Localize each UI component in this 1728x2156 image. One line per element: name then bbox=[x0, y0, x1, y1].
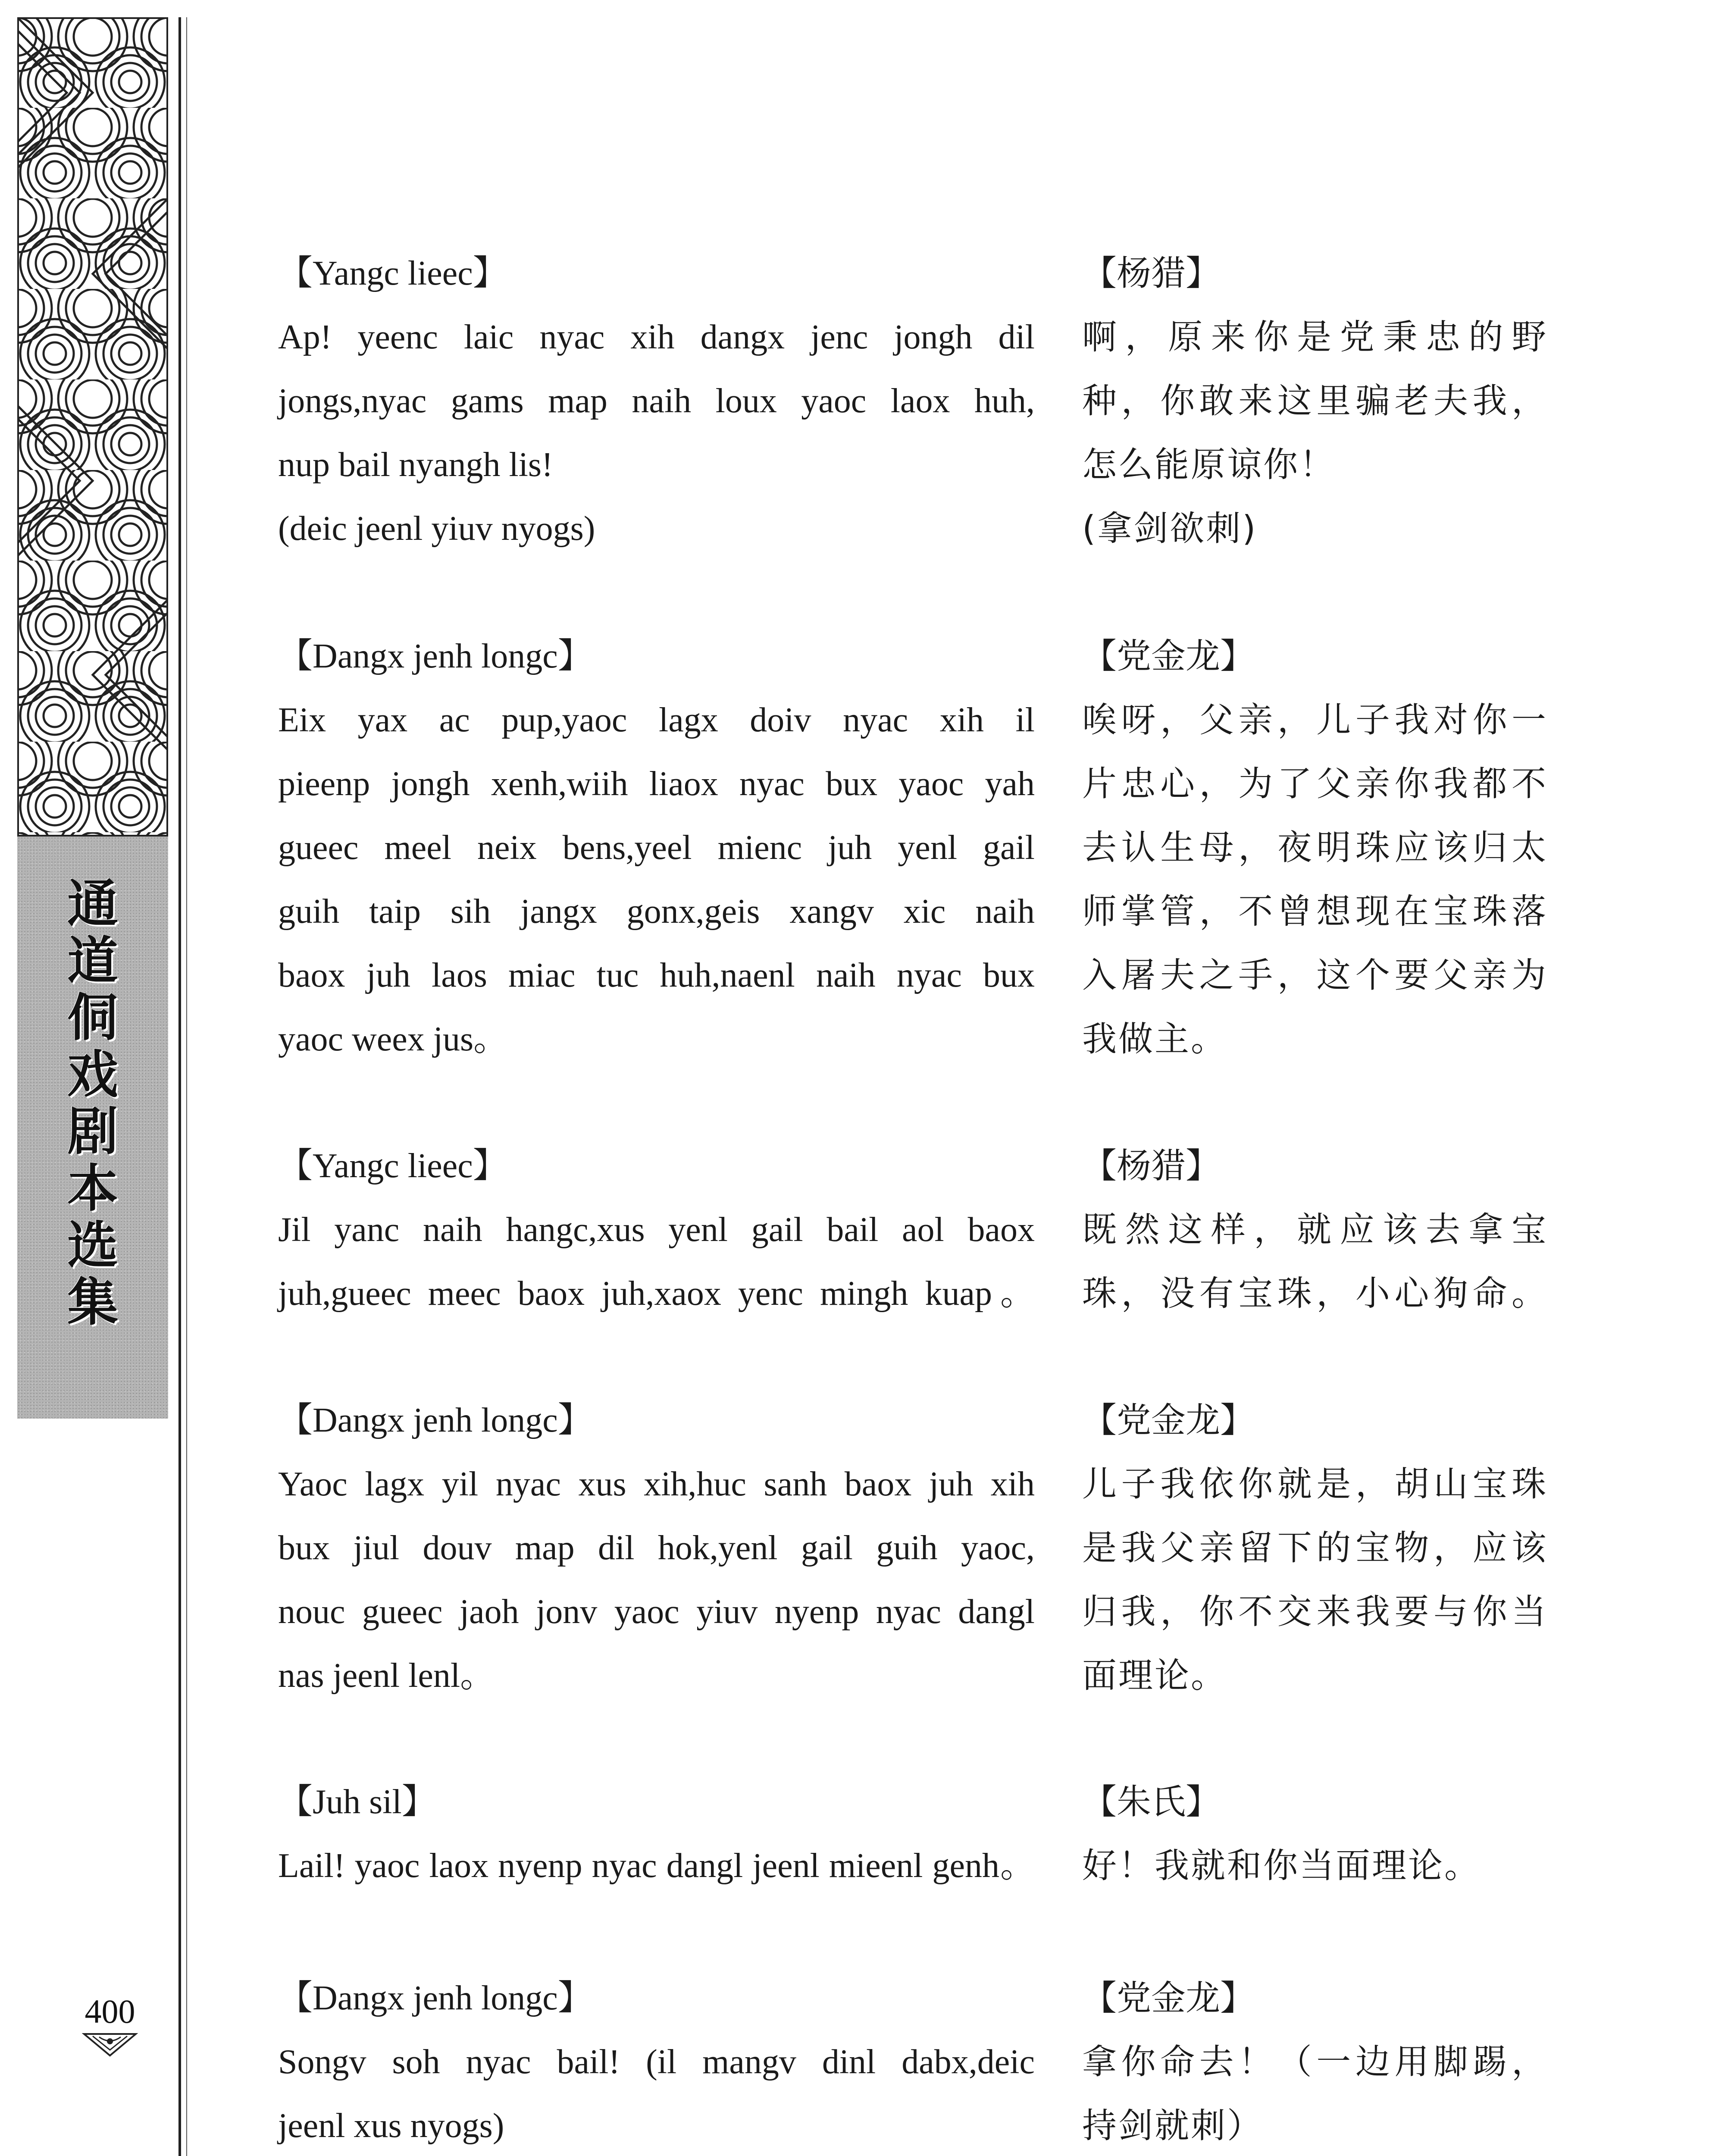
dialogue-block-zh bbox=[1082, 1134, 1548, 1326]
speaker-name: 【Dangx jenh longc】 bbox=[278, 1401, 592, 1439]
book-title-char: 集 bbox=[67, 1272, 118, 1332]
speaker-name: 【党金龙】 bbox=[1082, 636, 1255, 676]
dialogue-line: 师掌管，不曾想现在宝珠落 bbox=[1082, 891, 1548, 931]
dialogue-line: nup bail nyangh lis! bbox=[278, 446, 553, 484]
dialogue-line: juh,gueec meec baox juh,xaox yenc mingh kuap。 bbox=[278, 1275, 1035, 1313]
speaker-name: 【党金龙】 bbox=[1082, 1978, 1255, 2018]
book-title-vertical bbox=[17, 875, 168, 1331]
book-title-char: 本 bbox=[67, 1159, 118, 1218]
dialogue-line: 归我，你不交来我要与你当 bbox=[1082, 1592, 1548, 1632]
speaker-name: 【杨猎】 bbox=[1082, 1146, 1220, 1186]
speaker-name: 【朱氏】 bbox=[1082, 1782, 1220, 1822]
speaker-name: 【Yangc lieec】 bbox=[278, 254, 507, 292]
dialogue-line: 我做主。 bbox=[1082, 1019, 1227, 1059]
dialogue-line: jeenl xus nyogs) bbox=[278, 2107, 504, 2145]
dialogue-line: Lail! yaoc laox nyenp nyac dangl jeenl mieenl genh。 bbox=[278, 1847, 1035, 1885]
book-title-char: 选 bbox=[67, 1216, 118, 1275]
dialogue-line: Eix yax ac pup,yaoc lagx doiv nyac xih il bbox=[278, 701, 1035, 739]
decorative-wave-pattern bbox=[17, 17, 168, 837]
dialogue-line: 种，你敢来这里骗老夫我， bbox=[1082, 381, 1548, 421]
dialogue-block-dong bbox=[278, 624, 1035, 1071]
dialogue-line: 怎么能原谅你！ bbox=[1082, 445, 1336, 485]
dialogue-block-dong bbox=[278, 1770, 1035, 1898]
dialogue-block-dong bbox=[278, 241, 1035, 561]
dialogue-line: nouc gueec jaoh jonv yaoc yiuv nyenp nyac dangl bbox=[278, 1593, 1035, 1631]
stage-direction: 持剑就刺） bbox=[1082, 2106, 1263, 2146]
stage-direction: (deic jeenl yiuv nyogs) bbox=[278, 510, 595, 548]
book-title-char: 戏 bbox=[67, 1045, 118, 1104]
dialogue-block-zh bbox=[1082, 1966, 1548, 2156]
dialogue-line: 入屠夫之手，这个要父亲为 bbox=[1082, 955, 1548, 995]
dialogue-line: guih taip sih jangx gonx,geis xangv xic naih bbox=[278, 893, 1035, 931]
speaker-name: 【党金龙】 bbox=[1082, 1400, 1255, 1440]
dialogue-block-zh bbox=[1082, 624, 1548, 1071]
speaker-name: 【杨猎】 bbox=[1082, 253, 1220, 293]
dialogue-line: 啊，原来你是党秉忠的野 bbox=[1082, 317, 1548, 357]
dialogue-line: 片忠心，为了父亲你我都不 bbox=[1082, 764, 1548, 804]
book-title-char: 侗 bbox=[67, 988, 118, 1047]
dialogue-block-dong bbox=[278, 1134, 1035, 1326]
dialogue-block-zh bbox=[1082, 241, 1548, 561]
dialogue-line: 是我父亲留下的宝物，应该 bbox=[1082, 1528, 1548, 1568]
book-title-char: 道 bbox=[67, 931, 118, 990]
dialogue-line: baox juh laos miac tuc huh,naenl naih nyac bux bbox=[278, 956, 1035, 994]
dialogue-line: Jil yanc naih hangc,xus yenl gail bail aol baox bbox=[278, 1211, 1035, 1249]
dialogue-line: Ap! yeenc laic nyac xih dangx jenc jongh dil bbox=[278, 318, 1035, 356]
speaker-name: 【Dangx jenh longc】 bbox=[278, 1979, 592, 2017]
dialogue-line: 好！我就和你当面理论。 bbox=[1082, 1846, 1481, 1886]
dialogue-line: bux jiul douv map dil hok,yenl gail guih yaoc, bbox=[278, 1529, 1035, 1567]
dialogue-block-dong bbox=[278, 1388, 1035, 1708]
dialogue-line: Yaoc lagx yil nyac xus xih,huc sanh baox juh xih bbox=[278, 1465, 1035, 1503]
dialogue-block-zh bbox=[1082, 1770, 1548, 1898]
dialogue-line: Songv soh nyac bail! (il mangv dinl dabx,deic bbox=[278, 2043, 1035, 2081]
dialogue-line: jongs,nyac gams map naih loux yaoc laox huh, bbox=[278, 382, 1035, 420]
speaker-name: 【Dangx jenh longc】 bbox=[278, 637, 592, 675]
speaker-name: 【Yangc lieec】 bbox=[278, 1147, 507, 1185]
book-title-char: 通 bbox=[67, 874, 118, 934]
margin-rule bbox=[178, 17, 181, 2156]
dialogue-line: pieenp jongh xenh,wiih liaox nyac bux yaoc yah bbox=[278, 765, 1035, 803]
dialogue-line: 既然这样，就应该去拿宝 bbox=[1082, 1210, 1548, 1250]
dialogue-line: yaoc weex jus。 bbox=[278, 1020, 508, 1058]
dialogue-line: 珠，没有宝珠，小心狗命。 bbox=[1082, 1273, 1548, 1313]
sidebar-title-panel bbox=[17, 837, 168, 1419]
speaker-name: 【Juh sil】 bbox=[278, 1783, 436, 1821]
page-ornament-icon bbox=[82, 2032, 138, 2058]
dialogue-block-dong bbox=[278, 1966, 1035, 2156]
dialogue-block-zh bbox=[1082, 1388, 1548, 1708]
book-title-char: 剧 bbox=[67, 1102, 118, 1161]
dialogue-line: gueec meel neix bens,yeel mienc juh yenl gail bbox=[278, 829, 1035, 867]
dialogue-line: 拿你命去！（一边用脚踢， bbox=[1082, 2042, 1548, 2082]
page-number: 400 bbox=[85, 1993, 135, 2030]
dialogue-line: 去认生母，夜明珠应该归太 bbox=[1082, 827, 1548, 868]
dialogue-line: 面理论。 bbox=[1082, 1655, 1227, 1695]
dialogue-line: 唉呀，父亲，儿子我对你一 bbox=[1082, 700, 1548, 740]
dialogue-line: 儿子我依你就是，胡山宝珠 bbox=[1082, 1464, 1548, 1504]
dialogue-line: nas jeenl lenl。 bbox=[278, 1657, 495, 1695]
stage-direction: (拿剑欲刺) bbox=[1082, 508, 1258, 548]
margin-rule-thin bbox=[186, 17, 187, 2156]
